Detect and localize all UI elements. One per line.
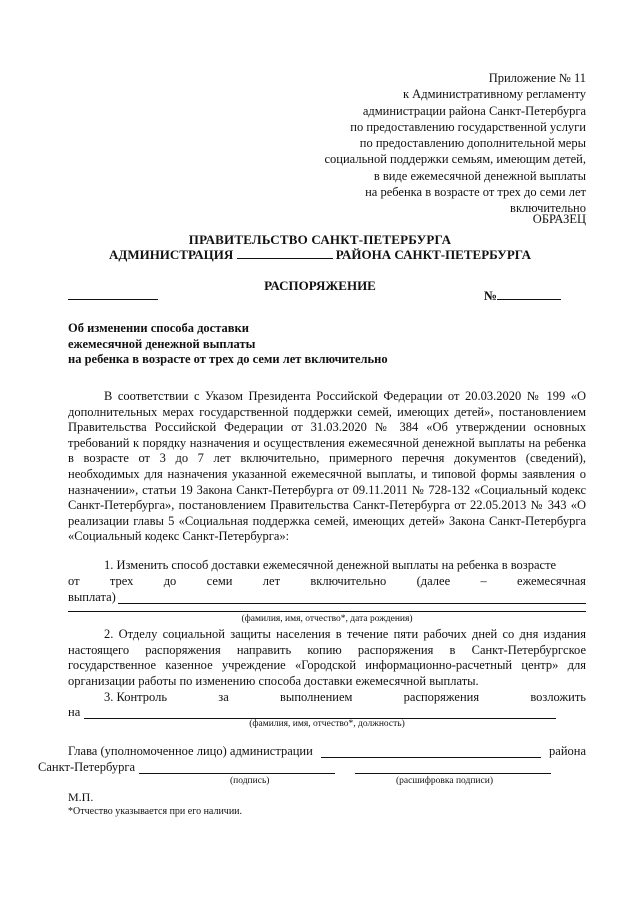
appendix-line: в виде ежемесячной денежной выплаты bbox=[373, 168, 586, 183]
item1-word: трех bbox=[109, 574, 134, 588]
item1-word: от bbox=[68, 574, 80, 588]
signature-blank bbox=[139, 760, 335, 774]
order-title: РАСПОРЯЖЕНИЕ bbox=[264, 278, 376, 293]
item1-word: – bbox=[480, 574, 487, 588]
appendix-line: социальной поддержки семьям, имеющим детей, bbox=[324, 152, 586, 167]
item3-on-word: на bbox=[68, 705, 81, 719]
seal-mark: М.П. bbox=[68, 790, 94, 804]
head-district-word: района bbox=[549, 744, 586, 758]
caption-decode: (расшифровка подписи) bbox=[396, 776, 493, 786]
sample-label: ОБРАЗЕЦ bbox=[532, 212, 586, 226]
item3-line2 bbox=[68, 705, 586, 720]
number-sign: № bbox=[484, 288, 498, 303]
district-blank bbox=[237, 247, 333, 259]
item1-word: включительно bbox=[310, 574, 387, 588]
appendix-block bbox=[325, 70, 587, 217]
appendix-line: включительно bbox=[510, 201, 586, 216]
appendix-line: к Административному регламенту bbox=[402, 87, 586, 102]
item3-word: распоряжения bbox=[403, 690, 480, 704]
head-title: Глава (уполномоченное лицо) администрации bbox=[68, 744, 313, 758]
payment-recipient-blank bbox=[118, 590, 586, 604]
admin-suffix: РАЙОНА САНКТ-ПЕТЕРБУРГА bbox=[335, 247, 532, 262]
recipient-second-blank bbox=[68, 611, 586, 612]
appendix-line: по предоставлению государственной услуги bbox=[350, 119, 586, 134]
item3-word: за bbox=[218, 690, 229, 704]
caption-sign: (подпись) bbox=[230, 776, 270, 786]
item1-line1: 1. Изменить способ доставки ежемесячной денежной выплаты на ребенка в возрасте bbox=[104, 558, 557, 572]
signature-line2 bbox=[38, 760, 586, 775]
subject-line: Об изменении способа доставки bbox=[68, 321, 249, 335]
responsible-blank bbox=[84, 705, 556, 719]
appendix-line: администрации района Санкт-Петербурга bbox=[362, 103, 586, 118]
footnote: *Отчество указывается при его наличии. bbox=[68, 806, 243, 817]
item3-word: выполнением bbox=[280, 690, 353, 704]
item2-paragraph: 2. Отделу социальной защиты населения в течение пяти рабочих дней со дня издания настоящего распоряжения направить копию распоряжения в Санкт-Петербургское государственное казенное учреждение «Городской информационно-расчетный центр» для организации работы по изменению способа доставки ежемесячной выплаты. bbox=[68, 627, 586, 688]
item3-word: возложить bbox=[530, 690, 586, 704]
order-number bbox=[484, 288, 561, 304]
city-name: Санкт-Петербурга bbox=[38, 760, 136, 774]
admin-prefix: АДМИНИСТРАЦИЯ bbox=[108, 247, 234, 262]
item1-payment-word: выплата) bbox=[68, 590, 116, 604]
administration-title bbox=[0, 247, 640, 263]
item1-word: лет bbox=[262, 574, 281, 588]
item3-line1 bbox=[68, 690, 586, 705]
item1-word: семи bbox=[206, 574, 233, 588]
date-blank bbox=[68, 299, 158, 300]
item1-word: до bbox=[163, 574, 177, 588]
subject-line: на ребенка в возрасте от трех до семи лет включительно bbox=[68, 352, 388, 366]
government-title: ПРАВИТЕЛЬСТВО САНКТ-ПЕТЕРБУРГА bbox=[188, 232, 452, 247]
order-subject bbox=[68, 321, 388, 368]
item1-word: ежемесячная bbox=[517, 574, 586, 588]
appendix-line: на ребенка в возрасте от трех до семи лет bbox=[365, 185, 586, 200]
caption-fio-position: (фамилия, имя, отчество*, должность) bbox=[249, 719, 405, 729]
item3-word: 3. Контроль bbox=[104, 690, 168, 704]
decode-blank bbox=[355, 760, 551, 774]
item1-word: (далее bbox=[416, 574, 451, 588]
signature-line1 bbox=[68, 744, 586, 759]
preamble-paragraph: В соответствии с Указом Президента Российской Федерации от 20.03.2020 № 199 «О дополнительных мерах государственной поддержки семей, имеющих детей», постановлением Правительства Российской Федерации от 31.03.2020 № 384 «Об утверждении основных требований к порядку назначения и осуществления ежемесячной денежной выплаты на ребенка в возрасте от 3 до 7 лет включительно, примерного перечня документов (сведений), необходимых для назначения указанной ежемесячной выплаты, и типовой формы заявления о назначении», статьи 19 Закона Санкт-Петербурга от 09.11.2011 № 728-132 «Социальный кодекс Санкт-Петербурга», постановлением Правительства Санкт-Петербурга от 22.05.2013 № 343 «О реализации главы 5 «Социальная поддержка семей, имеющих детей» Закона Санкт-Петербурга «Социальный кодекс Санкт-Петербурга»: bbox=[68, 389, 586, 544]
item1-line3 bbox=[68, 590, 586, 605]
caption-fio-birth: (фамилия, имя, отчество*, дата рождения) bbox=[241, 614, 413, 624]
item1-line2 bbox=[68, 574, 586, 589]
subject-line: ежемесячной денежной выплаты bbox=[68, 336, 256, 351]
appendix-line: Приложение № 11 bbox=[488, 71, 586, 85]
number-blank bbox=[497, 288, 561, 300]
district-name-blank bbox=[321, 744, 541, 758]
appendix-line: по предоставлению дополнительной меры bbox=[359, 136, 586, 151]
